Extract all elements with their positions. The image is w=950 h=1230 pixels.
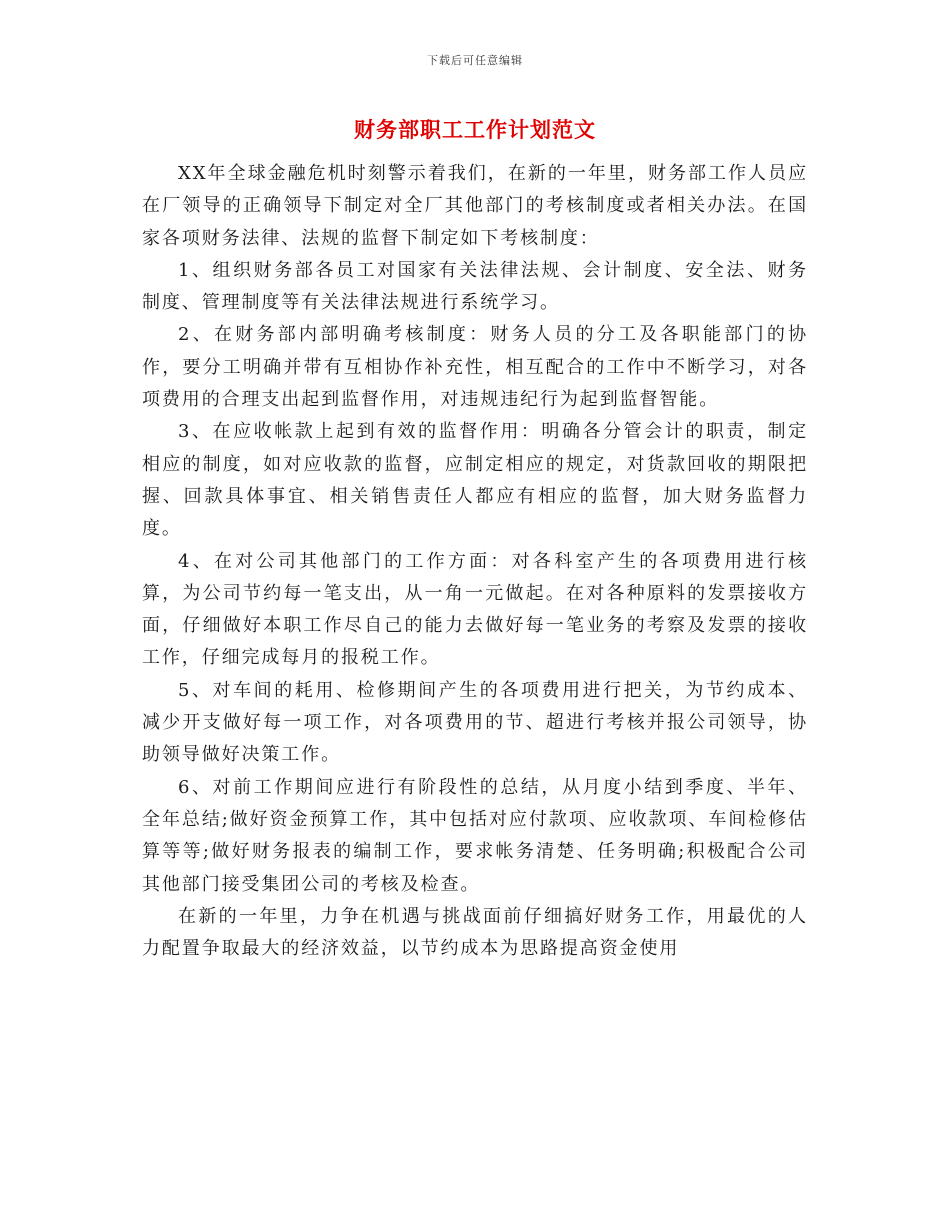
- document-title: 财务部职工工作计划范文: [354, 117, 596, 142]
- paragraph-item-5: 5、对车间的耗用、检修期间产生的各项费用进行把关，为节约成本、减少开支做好每一项工作，对各项费用的节、超进行考核并报公司领导，协助领导做好决策工作。: [142, 679, 808, 766]
- paragraph-item-4: 4、在对公司其他部门的工作方面：对各科室产生的各项费用进行核算，为公司节约每一笔支出，从一角一元做起。在对各种原料的发票接收方面，仔细做好本职工作尽自己的能力去做好每一笔业务的考察及发票的接收工作，仔细完成每月的报税工作。: [142, 550, 808, 669]
- paragraph-item-1: 1、组织财务部各员工对国家有关法律法规、会计制度、安全法、财务制度、管理制度等有关法律法规进行系统学习。: [142, 259, 808, 314]
- document-body: [142, 158, 808, 965]
- paragraph-item-3: 3、在应收帐款上起到有效的监督作用：明确各分管会计的职责，制定相应的制度，如对应收款的监督，应制定相应的规定，对货款回收的期限把握、回款具体事宜、相关销售责任人都应有相应的监督，加大财务监督力度。: [142, 421, 808, 540]
- paragraph-closing: 在新的一年里，力争在机遇与挑战面前仔细搞好财务工作，用最优的人力配置争取最大的经济效益，以节约成本为思路提高资金使用: [142, 905, 808, 960]
- paragraph-item-2: 2、在财务部内部明确考核制度：财务人员的分工及各职能部门的协作，要分工明确并带有互相协作补充性，相互配合的工作中不断学习，对各项费用的合理支出起到监督作用，对违规违纪行为起到监督智能。: [142, 324, 808, 411]
- paragraph-item-6: 6、对前工作期间应进行有阶段性的总结，从月度小结到季度、半年、全年总结;做好资金预算工作，其中包括对应付款项、应收款项、车间检修估算等等;做好财务报表的编制工作，要求帐务清楚、任务明确;积极配合公司其他部门接受集团公司的考核及检查。: [142, 776, 808, 895]
- paragraph-intro: XX年全球金融危机时刻警示着我们，在新的一年里，财务部工作人员应在厂领导的正确领导下制定对全厂其他部门的考核制度或者相关办法。在国家各项财务法律、法规的监督下制定如下考核制度：: [142, 163, 808, 249]
- header-note: 下载后可任意编辑: [427, 54, 523, 67]
